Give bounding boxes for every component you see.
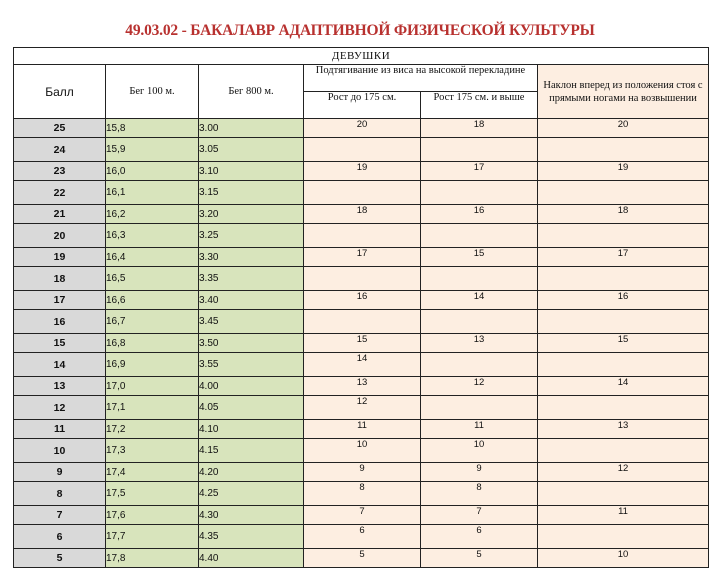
cell-run-100m: 15,8 [106,119,199,138]
cell-forward-bend [538,396,709,420]
cell-run-800m: 4.10 [199,420,304,439]
header-forward-bend: Наклон вперед из положения стоя с прямыми ногами на возвышении [538,65,709,119]
cell-run-800m: 3.25 [199,224,304,248]
cell-ball: 8 [14,482,106,506]
cell-run-800m: 3.10 [199,162,304,181]
cell-pullup-under-175: 13 [304,377,421,396]
table-row [14,224,709,248]
table-row [14,506,709,525]
cell-forward-bend [538,138,709,162]
cell-ball: 25 [14,119,106,138]
page-title: 49.03.02 - БАКАЛАВР АДАПТИВНОЙ ФИЗИЧЕСКОЙ КУЛЬТУРЫ [125,22,595,39]
cell-ball: 12 [14,396,106,420]
cell-pullup-175-plus: 6 [421,525,538,549]
cell-ball: 23 [14,162,106,181]
header-height-under-175: Рост до 175 см. [304,92,421,119]
cell-pullup-under-175: 9 [304,463,421,482]
standards-table [13,47,709,568]
table-row [14,463,709,482]
table-row [14,291,709,310]
cell-run-100m: 17,2 [106,420,199,439]
cell-forward-bend [538,482,709,506]
table-row [14,482,709,506]
cell-pullup-under-175: 12 [304,396,421,420]
cell-run-800m: 3.45 [199,310,304,334]
cell-ball: 10 [14,439,106,463]
cell-ball: 14 [14,353,106,377]
cell-ball: 21 [14,205,106,224]
table-row [14,353,709,377]
header-height-175-plus: Рост 175 см. и выше [421,92,538,119]
header-ball: Балл [14,65,106,119]
cell-run-100m: 17,0 [106,377,199,396]
cell-pullup-175-plus: 12 [421,377,538,396]
cell-run-800m: 3.40 [199,291,304,310]
cell-forward-bend [538,181,709,205]
cell-run-100m: 16,2 [106,205,199,224]
cell-run-100m: 16,4 [106,248,199,267]
cell-pullup-under-175: 17 [304,248,421,267]
table-row [14,138,709,162]
table-row [14,248,709,267]
cell-forward-bend: 15 [538,334,709,353]
table-row [14,396,709,420]
cell-forward-bend: 12 [538,463,709,482]
cell-pullup-under-175 [304,181,421,205]
cell-pullup-175-plus [421,181,538,205]
cell-run-100m: 16,9 [106,353,199,377]
cell-pullup-under-175 [304,310,421,334]
cell-ball: 7 [14,506,106,525]
cell-run-800m: 4.00 [199,377,304,396]
cell-ball: 5 [14,549,106,568]
cell-pullup-under-175: 7 [304,506,421,525]
cell-run-100m: 16,0 [106,162,199,181]
table-row [14,549,709,568]
cell-run-100m: 16,3 [106,224,199,248]
cell-run-800m: 4.20 [199,463,304,482]
cell-pullup-under-175: 6 [304,525,421,549]
cell-run-100m: 15,9 [106,138,199,162]
group-label-girls: ДЕВУШКИ [14,48,709,65]
cell-pullup-175-plus: 8 [421,482,538,506]
table-row [14,162,709,181]
cell-pullup-under-175: 8 [304,482,421,506]
header-pullup: Подтягивание из виса на высокой перекладине [304,65,538,92]
cell-ball: 24 [14,138,106,162]
cell-pullup-175-plus: 10 [421,439,538,463]
header-run-100m: Бег 100 м. [106,65,199,119]
cell-run-800m: 3.20 [199,205,304,224]
cell-ball: 22 [14,181,106,205]
cell-pullup-175-plus: 18 [421,119,538,138]
cell-ball: 20 [14,224,106,248]
cell-run-100m: 17,3 [106,439,199,463]
cell-run-800m: 3.35 [199,267,304,291]
cell-ball: 19 [14,248,106,267]
cell-run-800m: 4.25 [199,482,304,506]
cell-forward-bend: 16 [538,291,709,310]
cell-pullup-under-175: 11 [304,420,421,439]
cell-ball: 16 [14,310,106,334]
table-row [14,181,709,205]
cell-pullup-under-175 [304,224,421,248]
cell-run-100m: 17,4 [106,463,199,482]
cell-ball: 11 [14,420,106,439]
table-row [14,439,709,463]
cell-forward-bend [538,439,709,463]
table-row [14,310,709,334]
cell-pullup-175-plus [421,310,538,334]
table-row [14,267,709,291]
cell-pullup-under-175 [304,267,421,291]
table-row [14,377,709,396]
cell-forward-bend [538,353,709,377]
cell-ball: 9 [14,463,106,482]
cell-forward-bend: 18 [538,205,709,224]
cell-forward-bend: 17 [538,248,709,267]
table-row [14,205,709,224]
cell-pullup-175-plus: 9 [421,463,538,482]
cell-run-800m: 3.00 [199,119,304,138]
cell-run-100m: 17,1 [106,396,199,420]
cell-forward-bend [538,224,709,248]
cell-ball: 17 [14,291,106,310]
cell-pullup-under-175: 15 [304,334,421,353]
cell-pullup-175-plus [421,396,538,420]
cell-run-100m: 17,6 [106,506,199,525]
cell-forward-bend [538,525,709,549]
cell-run-100m: 17,5 [106,482,199,506]
cell-run-800m: 3.55 [199,353,304,377]
cell-run-100m: 16,1 [106,181,199,205]
cell-pullup-under-175: 20 [304,119,421,138]
cell-run-800m: 3.05 [199,138,304,162]
cell-pullup-175-plus [421,353,538,377]
cell-pullup-175-plus [421,138,538,162]
cell-pullup-under-175: 10 [304,439,421,463]
cell-ball: 13 [14,377,106,396]
table-body [14,119,709,568]
cell-ball: 6 [14,525,106,549]
cell-forward-bend: 13 [538,420,709,439]
cell-forward-bend: 10 [538,549,709,568]
cell-forward-bend: 11 [538,506,709,525]
cell-ball: 18 [14,267,106,291]
cell-pullup-175-plus: 5 [421,549,538,568]
cell-pullup-under-175: 18 [304,205,421,224]
cell-forward-bend: 20 [538,119,709,138]
cell-pullup-175-plus: 16 [421,205,538,224]
cell-run-800m: 4.40 [199,549,304,568]
cell-run-100m: 16,7 [106,310,199,334]
cell-pullup-175-plus: 7 [421,506,538,525]
cell-pullup-175-plus [421,267,538,291]
cell-run-100m: 17,8 [106,549,199,568]
table-row [14,525,709,549]
cell-forward-bend [538,310,709,334]
table-row [14,334,709,353]
cell-pullup-175-plus: 17 [421,162,538,181]
cell-ball: 15 [14,334,106,353]
cell-run-800m: 3.30 [199,248,304,267]
cell-run-800m: 4.05 [199,396,304,420]
cell-run-100m: 16,8 [106,334,199,353]
cell-forward-bend [538,267,709,291]
cell-run-100m: 16,5 [106,267,199,291]
cell-pullup-175-plus: 14 [421,291,538,310]
cell-forward-bend: 19 [538,162,709,181]
cell-run-800m: 3.50 [199,334,304,353]
cell-pullup-175-plus [421,224,538,248]
cell-pullup-under-175: 5 [304,549,421,568]
cell-run-800m: 4.30 [199,506,304,525]
cell-pullup-175-plus: 13 [421,334,538,353]
cell-pullup-under-175: 19 [304,162,421,181]
cell-run-800m: 3.15 [199,181,304,205]
cell-pullup-175-plus: 15 [421,248,538,267]
table-row [14,420,709,439]
cell-pullup-under-175 [304,138,421,162]
cell-run-100m: 16,6 [106,291,199,310]
cell-pullup-175-plus: 11 [421,420,538,439]
cell-run-800m: 4.15 [199,439,304,463]
cell-forward-bend: 14 [538,377,709,396]
cell-pullup-under-175: 16 [304,291,421,310]
header-run-800m: Бег 800 м. [199,65,304,119]
cell-run-800m: 4.35 [199,525,304,549]
cell-pullup-under-175: 14 [304,353,421,377]
table-row [14,119,709,138]
cell-run-100m: 17,7 [106,525,199,549]
